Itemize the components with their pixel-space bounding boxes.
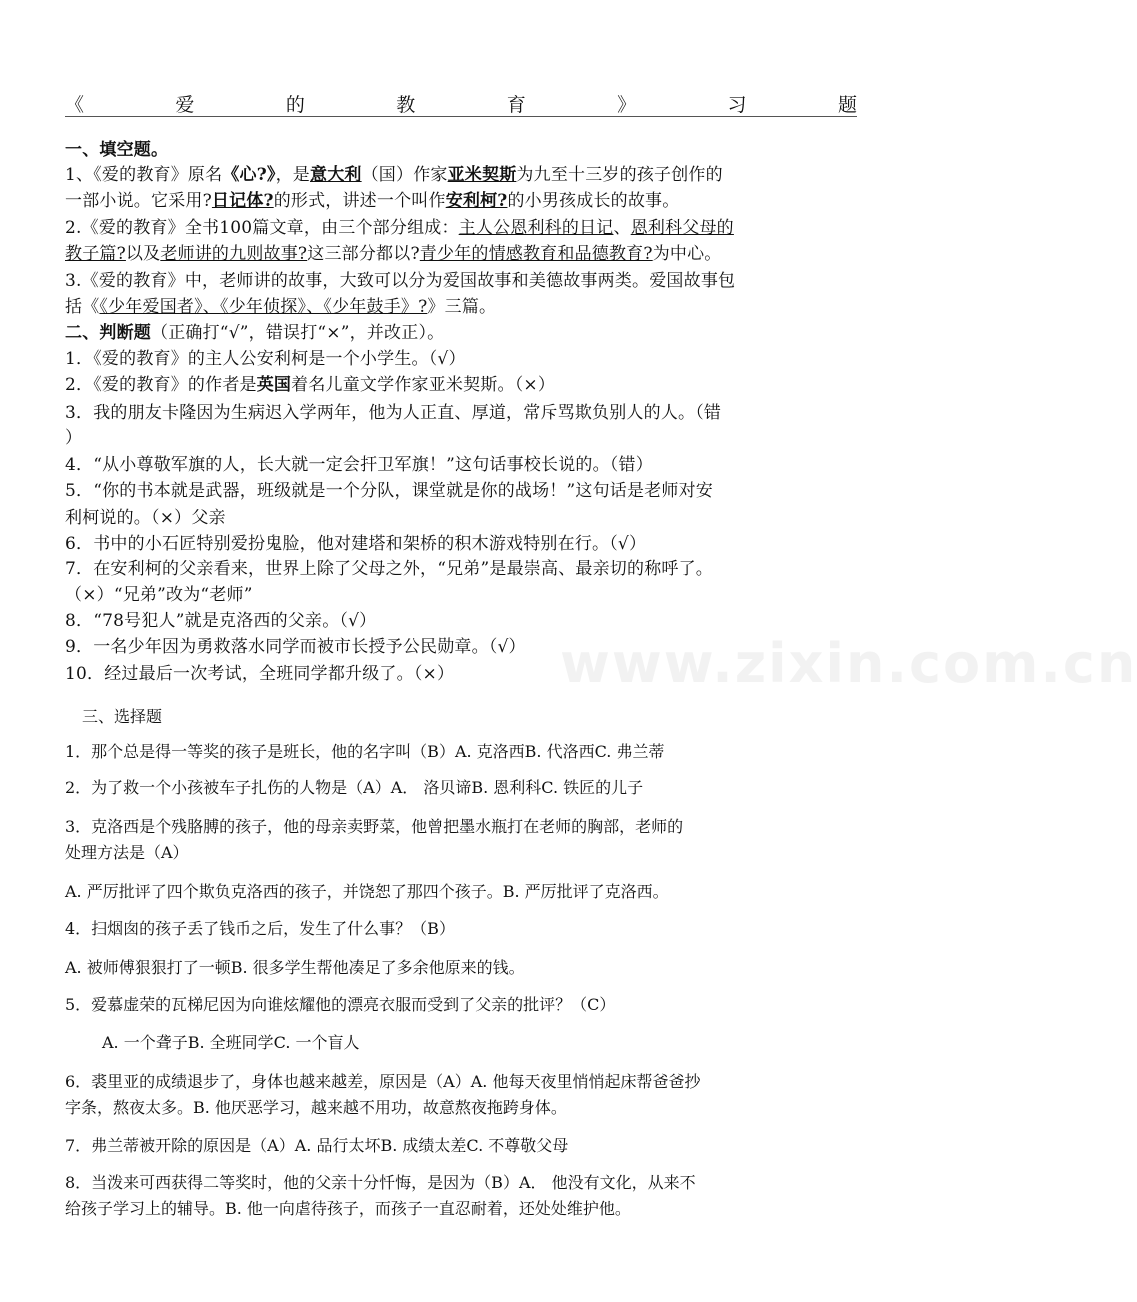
title-char: 教 [396,94,416,116]
choice-line: A. 严厉批评了四个欺负克洛西的孩子，并饶恕了那四个孩子。B. 严厉批评了克洛西。 [65,882,669,901]
fill-question-1-line-2: 一部小说。它采用?日记体?的形式，讲述一个叫作安利柯?的小男孩成长的故事。 [65,191,680,211]
title-char: 》 [617,94,637,116]
choice-line: A. 一个聋子B. 全班同学C. 一个盲人 [102,1033,360,1052]
judge-item-10: 10．经过最后一次考试，全班同学都升级了。（×） [65,664,455,684]
choice-line: 给孩子学习上的辅导。B. 他一向虐待孩子，而孩子一直忍耐着，还处处维护他。 [65,1199,631,1218]
choice-line: 处理方法是（A） [65,843,189,862]
section-heading-fill-blank: 一、填空题。 [65,140,169,160]
watermark: www.zixin.com.cn [560,632,1137,695]
choice-line: A. 被师傅狠狠打了一顿B. 很多学生帮他凑足了多余他原来的钱。 [65,958,525,977]
choice-line: 8．当泼来可西获得二等奖时，他的父亲十分忏悔，是因为（B）A． 他没有文化，从来不 [65,1173,696,1192]
title-char: 育 [506,94,526,116]
judge-item-7-cont: （×）“兄弟”改为“老师” [65,585,253,605]
choice-line: 字条，熬夜太多。B. 他厌恶学习，越来越不用功，故意熬夜拖跨身体。 [65,1098,567,1117]
fill-question-1-line-1: 1、《爱的教育》原名《心?》，是意大利（国）作家亚米契斯为九至十三岁的孩子创作的 [65,165,723,185]
choice-line: 4．扫烟囱的孩子丢了钱币之后，发生了什么事？（B） [65,919,455,938]
title-char: 爱 [175,94,195,116]
choice-line: 5．爱慕虚荣的瓦梯尼因为向谁炫耀他的漂亮衣服而受到了父亲的批评？（C） [65,995,616,1014]
title-char: 的 [285,94,305,116]
fill-question-2-line-2: 教子篇?以及老师讲的九则故事?这三部分都以?青少年的情感教育和品德教育?为中心。 [65,244,722,264]
judge-item-4: 4．“从小尊敬军旗的人，长大就一定会扞卫军旗！”这句话事校长说的。（错） [65,455,653,475]
choice-line: 7．弗兰蒂被开除的原因是（A）A. 品行太坏B. 成绩太差C. 不尊敬父母 [65,1136,569,1155]
title-char: 题 [837,94,857,116]
judge-item-1: 1．《爱的教育》的主人公安利柯是一个小学生。（√） [65,349,466,369]
choice-line: 3．克洛西是个残胳膊的孩子，他的母亲卖野菜，他曾把墨水瓶打在老师的胸部，老师的 [65,817,684,836]
section-heading-multiple-choice: 三、选择题 [82,707,163,726]
section-heading-true-false: 二、判断题（正确打“√”，错误打“×”，并改正）。 [65,323,445,343]
title-divider [65,116,857,117]
judge-item-9: 9．一名少年因为勇救落水同学而被市长授予公民勋章。（√） [65,637,526,657]
judge-item-2: 2．《爱的教育》的作者是英国着名儿童文学作家亚米契斯。（×） [65,375,556,395]
fill-question-2-line-1: 2.《爱的教育》全书100篇文章，由三个部分组成：主人公恩利科的日记、恩利科父母的 [65,218,734,238]
title-char: 习 [727,94,747,116]
judge-item-3-cont: ） [65,428,83,448]
title-char: 《 [65,94,85,116]
judge-item-7: 7．在安利柯的父亲看来，世界上除了父母之外，“兄弟”是最崇高、最亲切的称呼了。 [65,559,713,579]
judge-item-8: 8．“78号犯人”就是克洛西的父亲。（√） [65,611,377,631]
fill-question-3-line-2: 括《《少年爱国者》、《少年侦探》、《少年鼓手》?》三篇。 [65,297,497,317]
judge-item-5-cont: 利柯说的。（×）父亲 [65,508,226,528]
judge-item-6: 6．书中的小石匠特别爱扮鬼脸，他对建塔和架桥的积木游戏特别在行。（√） [65,534,647,554]
document-title [65,88,857,118]
choice-line: 6．裘里亚的成绩退步了，身体也越来越差，原因是（A）A. 他每天夜里悄悄起床帮爸爸抄 [65,1072,701,1091]
judge-item-3: 3．我的朋友卡隆因为生病迟入学两年，他为人正直、厚道，常斥骂欺负别人的人。（错 [65,403,722,423]
judge-item-5: 5．“你的书本就是武器，班级就是一个分队，课堂就是你的战场！”这句话是老师对安 [65,481,713,501]
fill-question-3-line-1: 3.《爱的教育》中，老师讲的故事，大致可以分为爱国故事和美德故事两类。爱国故事包 [65,271,736,291]
choice-line: 1．那个总是得一等奖的孩子是班长，他的名字叫（B）A. 克洛西B. 代洛西C. 弗兰蒂 [65,742,665,761]
choice-line: 2．为了救一个小孩被车子扎伤的人物是（A）A． 洛贝谛B. 恩利科C. 铁匠的儿子 [65,778,644,797]
